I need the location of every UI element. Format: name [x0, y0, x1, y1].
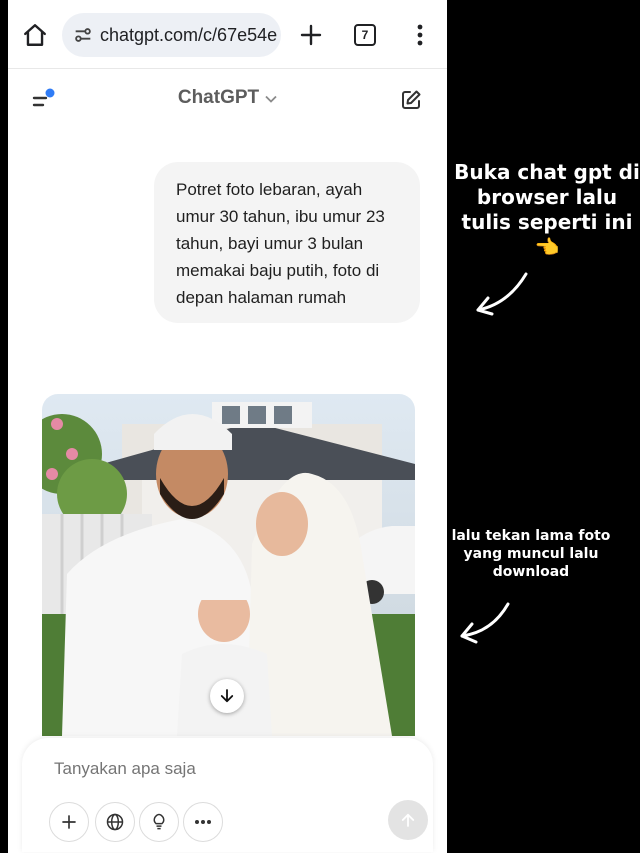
reason-button[interactable]	[139, 802, 179, 842]
page-title: ChatGPT	[177, 87, 260, 109]
prompt-input[interactable]	[52, 758, 396, 780]
globe-icon	[105, 812, 125, 832]
instruction-note-1: Buka chat gpt di browser lalu tulis seperti ini 👈	[454, 160, 640, 259]
more-vert-icon[interactable]	[406, 18, 434, 52]
lightbulb-icon	[149, 812, 169, 832]
arrow-annotation-icon	[468, 268, 532, 318]
user-message-bubble: Potret foto lebaran, ayah umur 30 tahun, ibu umur 23 tahun, bayi umur 3 bulan memakai baju putih, foto di depan halaman rumah	[154, 162, 420, 323]
instruction-note-2: lalu tekan lama foto yang muncul lalu download	[451, 528, 611, 580]
home-icon[interactable]	[18, 18, 52, 52]
attach-plus-button[interactable]	[49, 802, 89, 842]
site-settings-icon[interactable]	[72, 24, 94, 46]
url-text[interactable]: chatgpt.com/c/67e54e	[100, 24, 278, 45]
tab-count: 7	[354, 24, 376, 46]
phone-screen	[8, 0, 447, 853]
arrow-annotation-icon	[452, 598, 516, 646]
new-chat-edit-icon[interactable]	[396, 85, 426, 115]
web-search-button[interactable]	[95, 802, 135, 842]
arrow-up-icon	[399, 811, 417, 829]
more-horiz-icon	[194, 819, 212, 825]
new-tab-icon[interactable]	[294, 18, 328, 52]
arrow-down-icon	[218, 687, 236, 705]
more-options-button[interactable]	[183, 802, 223, 842]
send-button[interactable]	[388, 800, 428, 840]
address-bar[interactable]	[62, 13, 281, 57]
browser-toolbar	[8, 0, 447, 69]
chevron-down-icon	[265, 87, 277, 109]
chat-header	[8, 69, 447, 129]
download-button[interactable]	[210, 679, 244, 713]
model-selector[interactable]	[8, 87, 447, 109]
message-composer	[22, 738, 433, 852]
plus-icon	[60, 813, 78, 831]
tab-switcher-button[interactable]	[350, 20, 380, 50]
